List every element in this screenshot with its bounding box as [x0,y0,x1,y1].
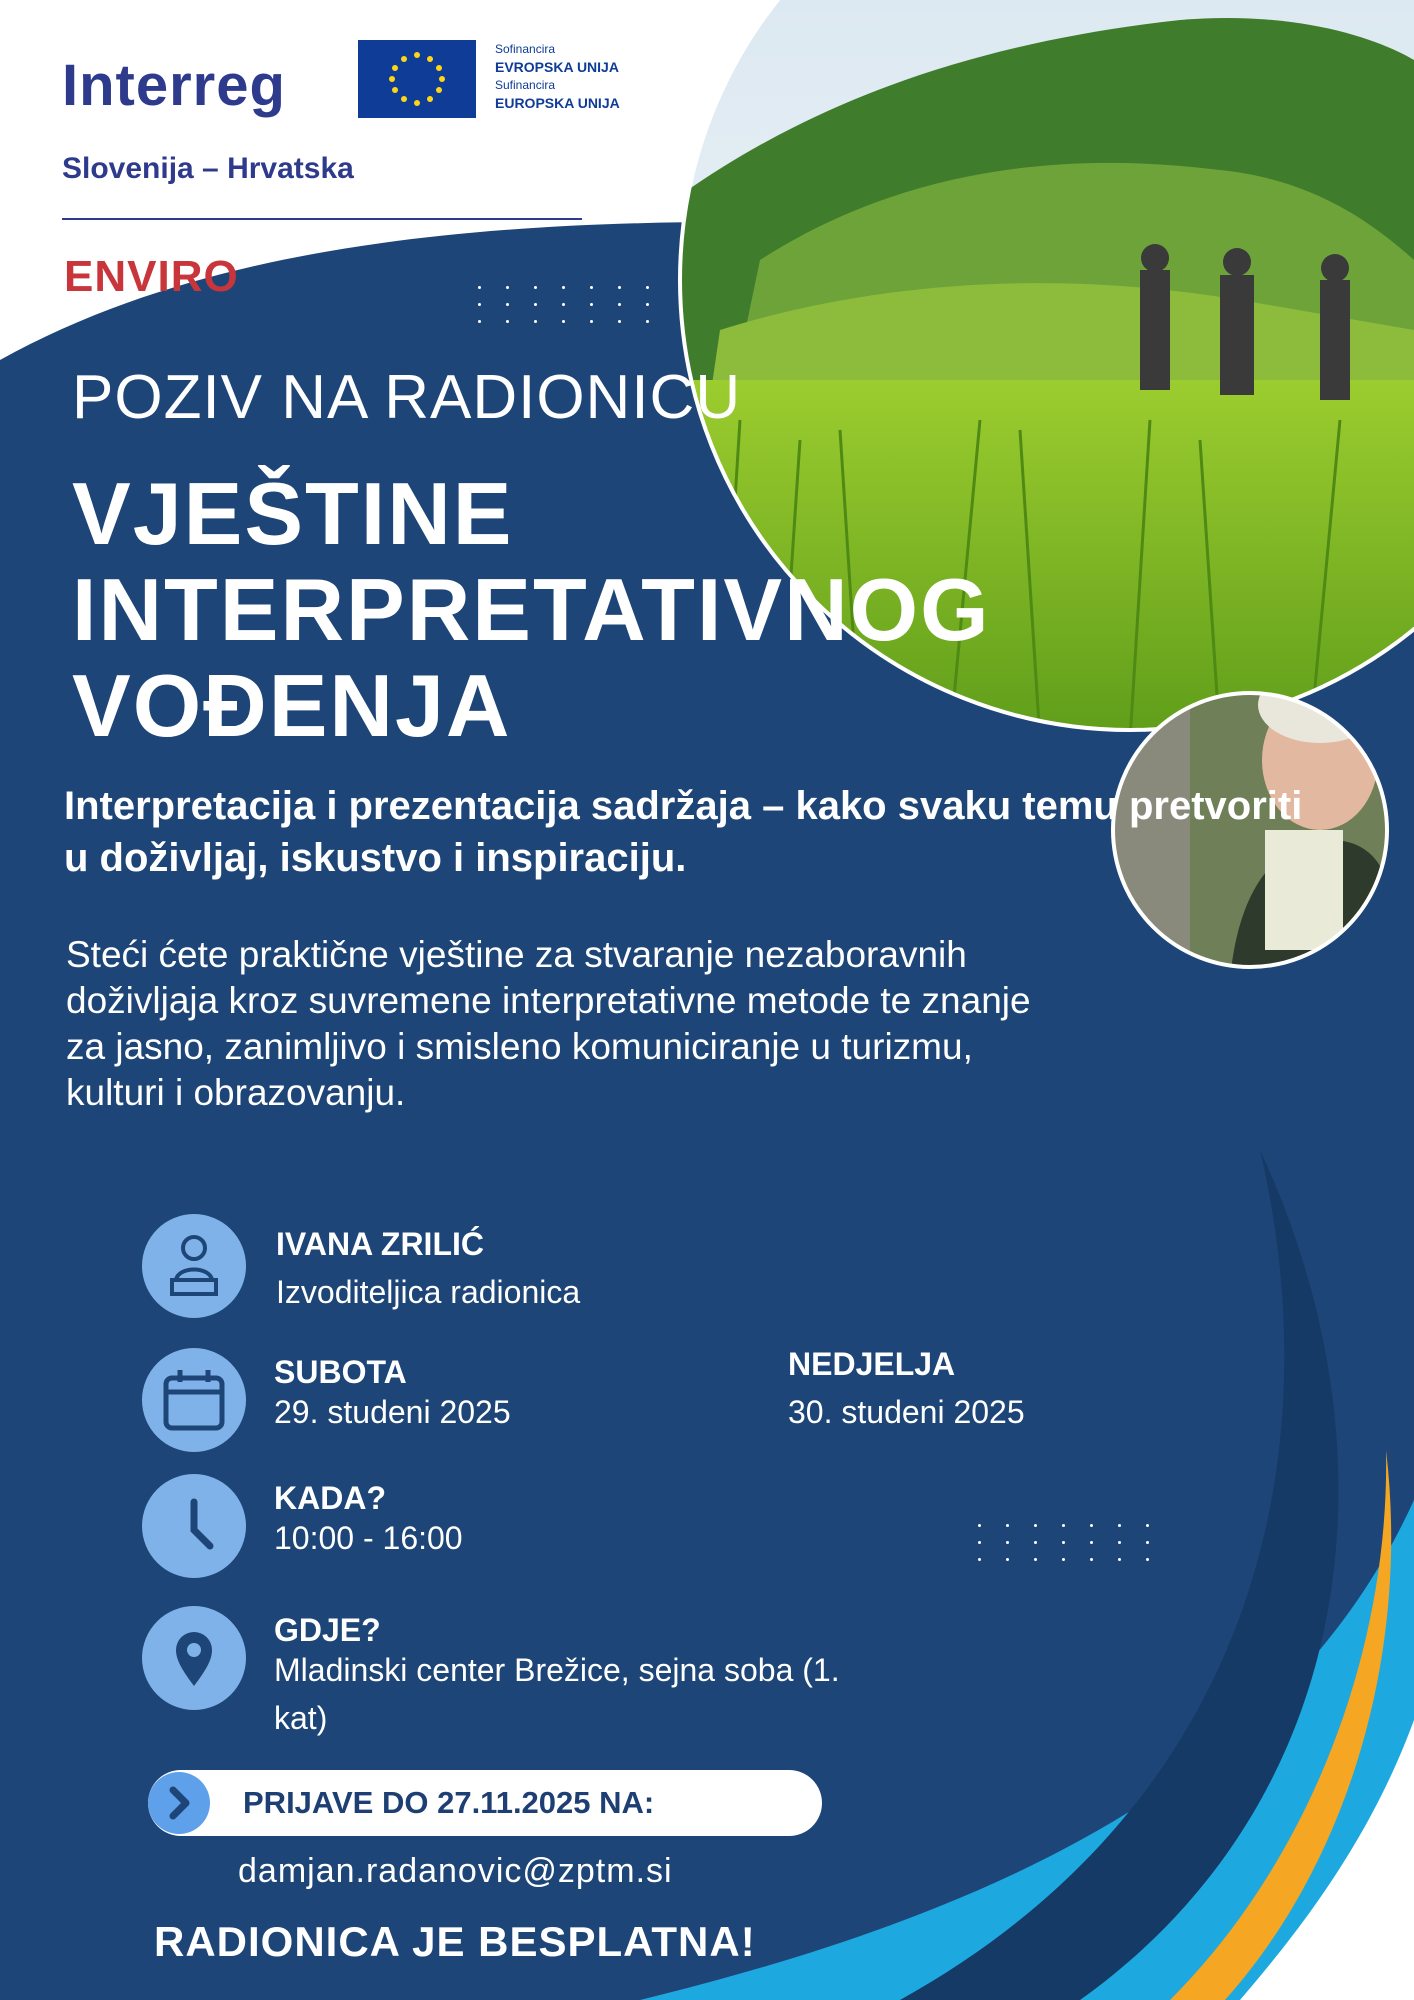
eu-line-2: EVROPSKA UNIJA [495,59,619,75]
eu-line-3: Sufinancira [495,78,556,92]
eu-cofinancing-text [495,40,620,112]
workshop-title [72,466,991,754]
day2-date: 30. studeni 2025 [788,1394,1025,1430]
eu-stars [389,52,445,106]
eu-flag-icon [358,40,476,118]
eu-line-4: EUROPSKA UNIJA [495,95,620,111]
invitation-kicker: POZIV NA RADIONICU [72,363,742,432]
day2-label: NEDJELJA [788,1346,956,1382]
decorative-dots-top [478,286,662,323]
free-workshop-note: RADIONICA JE BESPLATNA! [154,1918,756,1965]
workshop-description: Steći ćete praktične vještine za stvaranje nezaboravnih doživljaja kroz suvremene interpretativne metode te znanje za jasno, zanimljivo i smisleno komuniciranje u turizmu, kulturi i obrazovanju. [66,934,1031,1113]
location-pin-icon [142,1606,246,1710]
project-name: ENVIRO [64,252,239,301]
header-divider [62,218,582,220]
workshop-subtitle: Interpretacija i prezentacija sadržaja – kako svaku temu pretvoriti u doživljaj, iskustvo i inspiraciju. [64,784,1303,880]
title-line-1: VJEŠTINE [72,464,514,563]
clock-icon [142,1474,246,1578]
registration-email[interactable]: damjan.radanovic@zptm.si [238,1852,673,1890]
program-region: Slovenija – Hrvatska [62,152,354,185]
title-line-2: INTERPRETATIVNOG [72,560,991,659]
day1-label: SUBOTA [274,1354,407,1390]
day1-date: 29. studeni 2025 [274,1394,511,1430]
presenter-icon [142,1214,246,1318]
presenter-name: IVANA ZRILIĆ [276,1226,484,1262]
eu-line-1: Sofinancira [495,42,556,56]
chevron-right-icon [148,1772,210,1834]
title-line-3: VOĐENJA [72,656,512,755]
decorative-dots-bottom [978,1524,1162,1561]
presenter-role: Izvoditeljica radionica [276,1274,581,1310]
interreg-logo: Interreg [62,53,286,118]
time-label: KADA? [274,1480,386,1516]
time-value: 10:00 - 16:00 [274,1520,463,1556]
place-value: Mladinski center Brežice, sejna soba (1. kat) [274,1652,840,1736]
registration-deadline: PRIJAVE DO 27.11.2025 NA: [243,1785,655,1820]
place-label: GDJE? [274,1612,381,1648]
calendar-icon [142,1348,246,1452]
